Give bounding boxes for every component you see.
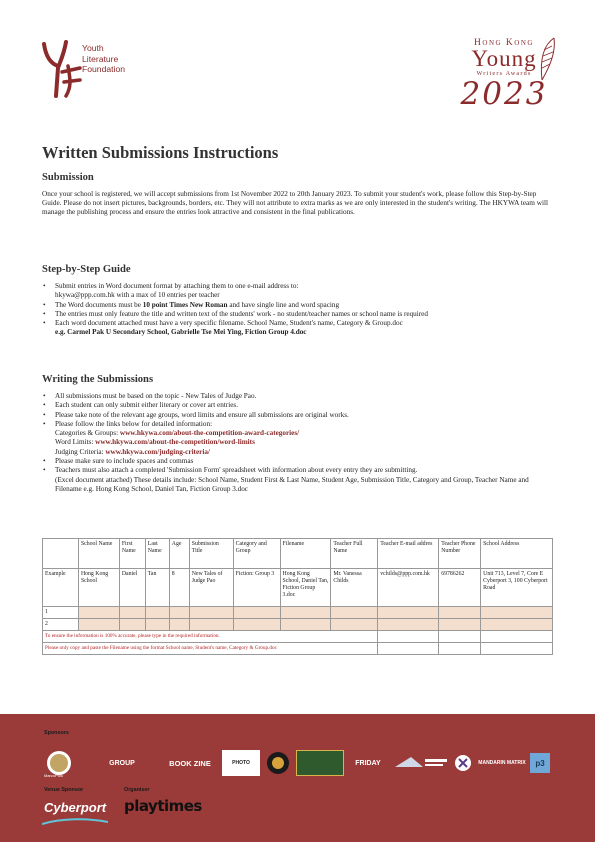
mandarin-icon [454, 754, 472, 772]
table-cell: Mr. Vanessa Childs [331, 569, 378, 607]
guide-list [42, 282, 557, 338]
sponsor-name: MarcoPolo [44, 773, 64, 778]
table-cell: vchilds@ppp.com.hk [378, 569, 439, 607]
list-item [42, 319, 557, 338]
list-item: • Each student can only submit either literary or cover art entries. [42, 401, 557, 410]
table-header-cell: Teacher Phone Number [439, 539, 481, 569]
input-cell[interactable] [119, 607, 145, 619]
input-cell[interactable] [169, 607, 189, 619]
submission-heading: Submission [42, 172, 94, 183]
table-header-cell: Last Name [145, 539, 169, 569]
ylf-text-line3: Foundation [82, 64, 126, 74]
table-cell: Fiction: Group 3 [233, 569, 280, 607]
categories-link[interactable]: www.hkywa.com/about-the-competition-award-categories/ [119, 429, 300, 438]
table-header-cell [43, 539, 79, 569]
ship-icon [393, 751, 449, 775]
sponsor-logo: PHOTO [222, 750, 260, 776]
input-cell[interactable] [145, 607, 169, 619]
organiser-label: Organiser [124, 787, 150, 793]
judging-label: Judging Criteria: [55, 447, 106, 456]
categories-label: Categories & Groups: [55, 429, 120, 438]
input-cell[interactable] [119, 619, 145, 631]
sponsor-logo: p3 [530, 753, 550, 773]
table-header-cell: School Address [481, 539, 553, 569]
input-cell[interactable] [481, 607, 553, 619]
writing-list [42, 392, 557, 494]
ylf-text-line2: Literature [82, 53, 119, 64]
input-cell[interactable] [331, 619, 378, 631]
table-header-row [43, 539, 553, 569]
guide-b1-sub: hkywa@ppp.com.hk with a max of 10 entries per teacher [55, 291, 220, 300]
table-header-cell: Age [169, 539, 189, 569]
table-note-2: Please only copy and paste the Filename using the format School name, Student's name, Category & Group.doc [43, 643, 378, 655]
table-cell: 69786262 [439, 569, 481, 607]
table-cell: 8 [169, 569, 189, 607]
list-item: • The entries must only feature the title and written text of the students' work - no student/teacher names or school name is required [42, 310, 557, 319]
input-cell[interactable] [378, 607, 439, 619]
table-row [43, 569, 553, 607]
input-cell[interactable] [378, 619, 439, 631]
guide-b2-post: and have single line and word spacing [227, 300, 340, 309]
sponsor-logo: FRIDAY [355, 759, 381, 767]
input-cell[interactable] [78, 607, 119, 619]
table-header-cell: First Name [119, 539, 145, 569]
judging-link[interactable]: www.hkywa.com/judging-criteria/ [105, 447, 210, 456]
input-cell[interactable] [169, 619, 189, 631]
hkywa-year: 2023 [460, 76, 548, 112]
sponsors-label: Sponsors [44, 730, 69, 736]
table-row [43, 607, 553, 619]
list-item [42, 420, 557, 457]
writing-b6: Teachers must also attach a completed 'Submission Form' spreadsheet with information about every entry they are submitting. [55, 466, 418, 475]
hkywa-line3: Writers Awards [476, 70, 532, 77]
guide-b2-pre: The Word documents must be [55, 300, 143, 309]
input-cell[interactable] [233, 619, 280, 631]
list-item: • Please make sure to include spaces and commas [42, 457, 557, 466]
table-cell: Daniel [119, 569, 145, 607]
sponsor-logo [264, 750, 292, 776]
guide-b2-bold: 10 point Times New Roman [142, 300, 228, 309]
ylf-mark-icon [40, 38, 82, 100]
row-number: 1 [43, 607, 79, 619]
table-header-cell: Teacher Full Name [331, 539, 378, 569]
guide-b4-sub: e.g. Carmel Pak U Secondary School, Gabrielle Tse Mei Ying, Fiction Group 4.doc [55, 328, 307, 337]
table-header-cell: Category and Group [233, 539, 280, 569]
venue-sponsor-label: Venue Sponsor [44, 787, 84, 793]
submission-body: Once your school is registered, we will accept submissions from 1st November 2022 to 20th January 2023. To submit your student's work, please follow this Step-by-Step Guide. Please do not insert pictures, backgrounds, borders, etc. They will not attribute to extra marks as we are only interested in the student's writing. The HKYWA team will manage the publishing process and ensure the entries look attractive and consistent in the final publications. [42, 190, 549, 217]
sponsor-logo: BOOK ZINE [169, 758, 211, 768]
table-cell: Hong Kong School [78, 569, 119, 607]
writing-b6-sub: (Excel document attached) These details include: School Name, Student First & Last Name, Student Age, Submission Title, Category and Group, Teacher Name and Filename e.g. Hong Kong School, Daniel Tan, Fiction Group 3.doc [55, 475, 529, 493]
table-header-cell: Teacher E-mail addres [378, 539, 439, 569]
row-number: 2 [43, 619, 79, 631]
hkywa-line2: Young [471, 46, 537, 71]
guide-b1: Submit entries in Word document format by attaching them to one e-mail address to: [55, 282, 299, 290]
page-title: Written Submissions Instructions [42, 143, 279, 162]
table-cell: New Tales of Judge Pao [189, 569, 233, 607]
table-note-row [43, 631, 553, 643]
sponsor-logo: MANDARIN MATRIX [478, 760, 526, 766]
input-cell[interactable] [280, 607, 331, 619]
list-item: • All submissions must be based on the topic - New Tales of Judge Pao. [42, 392, 557, 401]
sponsor-logo [454, 750, 472, 776]
guide-heading: Step-by-Step Guide [42, 264, 131, 275]
sponsor-logo [392, 750, 450, 776]
writing-heading: Writing the Submissions [42, 374, 154, 385]
word-limits-link[interactable]: www.hkywa.com/about-the-competition/word-limits [95, 438, 255, 447]
table-note-1: To ensure the information is 100% accurate, please type in the required information. [43, 631, 378, 643]
guide-b4: Each word document attached must have a very specific filename. School Name, Student's name, Category & Group.doc [55, 319, 403, 328]
list-item: • Please take note of the relevant age groups, word limits and ensure all submissions are original works. [42, 411, 557, 420]
crest-icon [266, 751, 290, 775]
word-limits-label: Word Limits: [55, 438, 96, 447]
ylf-text-line1: Youth [82, 43, 104, 53]
playtimes-logo: playtimes [124, 797, 202, 815]
input-cell[interactable] [78, 619, 119, 631]
table-cell: Hong Kong School, Daniel Tan, Fiction Group 3.doc [280, 569, 331, 607]
input-cell[interactable] [439, 607, 481, 619]
table-header-cell: Filename [280, 539, 331, 569]
table-header-cell: School Name [78, 539, 119, 569]
cyberport-logo: Cyberport [44, 800, 107, 815]
table-cell: Example [43, 569, 79, 607]
cyberport-swoosh-icon [42, 818, 108, 826]
input-cell[interactable] [145, 619, 169, 631]
table-note-row [43, 643, 553, 655]
input-cell[interactable] [331, 607, 378, 619]
input-cell[interactable] [280, 619, 331, 631]
input-cell[interactable] [189, 607, 233, 619]
feather-icon [536, 36, 558, 84]
table-cell: Tan [145, 569, 169, 607]
input-cell[interactable] [439, 619, 481, 631]
submission-form-table [42, 538, 553, 655]
table-cell: Unit 713, Level 7, Core E Cyberport 3, 100 Cyberport Road [481, 569, 553, 607]
list-item [42, 282, 557, 301]
list-item [42, 301, 557, 310]
input-cell[interactable] [481, 619, 553, 631]
hkywa-line1: Hong Kong [474, 38, 534, 48]
input-cell[interactable] [189, 619, 233, 631]
list-item [42, 466, 557, 494]
sponsor-logo: GROUP [109, 759, 135, 767]
table-header-cell: Submission Title [189, 539, 233, 569]
hkywa-logo [448, 36, 560, 128]
input-cell[interactable] [233, 607, 280, 619]
writing-b4: Please follow the links below for detailed information: [55, 419, 213, 428]
table-row [43, 619, 553, 631]
sponsor-logo [296, 750, 344, 776]
ylf-logo [40, 38, 190, 100]
